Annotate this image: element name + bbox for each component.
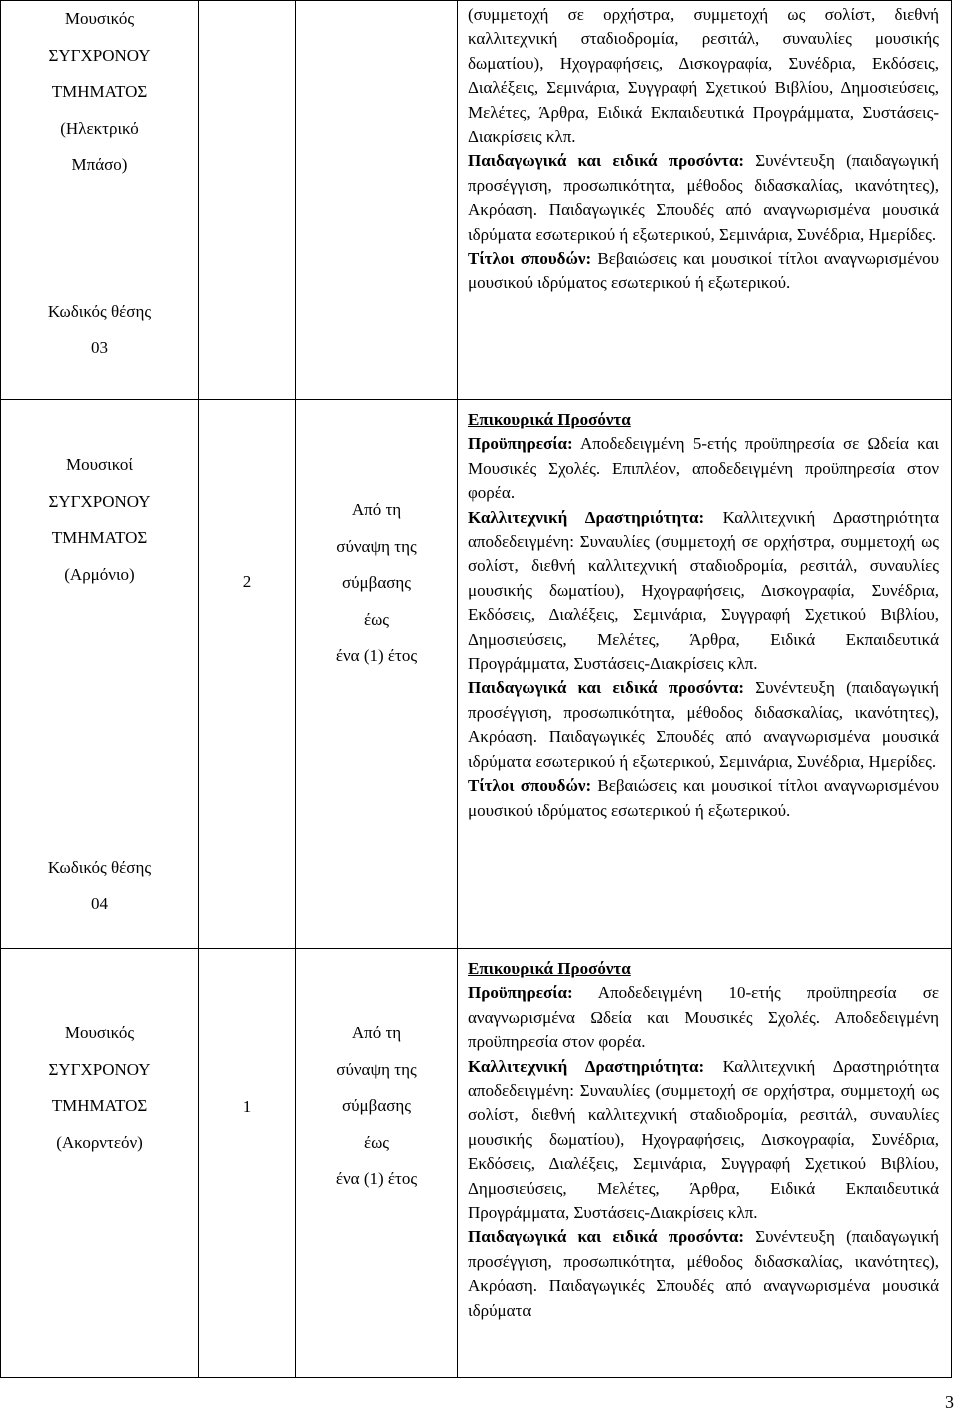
duration-cell	[296, 1, 458, 400]
position-line: ΣΥΓΧΡΟΝΟΥ	[48, 1059, 151, 1079]
qualification-paragraph	[468, 432, 939, 505]
position-line: ΤΜΗΜΑΤΟΣ	[51, 82, 148, 102]
position-line: (Αρμόνιο)	[64, 564, 135, 584]
section-heading: Επικουρικά Προσόντα	[468, 410, 631, 429]
qualification-paragraph	[468, 247, 939, 296]
position-line: Κωδικός θέσης	[47, 857, 152, 877]
qualification-paragraph	[468, 1225, 939, 1323]
duration-line: Από τη	[351, 1023, 402, 1042]
qualification-label: Καλλιτεχνική Δραστηριότητα:	[468, 1056, 705, 1076]
qualification-paragraph	[468, 774, 939, 823]
position-cell	[1, 400, 199, 949]
qualification-label: Τίτλοι σπουδών:	[468, 249, 592, 269]
position-line: Κωδικός θέσης	[47, 301, 152, 321]
duration-line: ένα (1) έτος	[335, 646, 418, 666]
qualification-label: Προϋπηρεσία:	[468, 434, 573, 454]
position-line	[1, 257, 198, 294]
duration-line: έως	[363, 1132, 390, 1152]
duration-cell	[296, 949, 458, 1378]
qualifications-cell	[458, 1, 952, 400]
position-line: (Ακορντεόν)	[56, 1132, 143, 1152]
position-line: ΤΜΗΜΑΤΟΣ	[51, 528, 148, 548]
position-line: Μουσικός	[64, 1023, 135, 1042]
position-line	[1, 593, 198, 630]
position-line	[1, 630, 198, 667]
table-row	[1, 1, 952, 400]
duration-line: σύναψη της	[336, 1059, 417, 1079]
position-line	[1, 740, 198, 777]
duration-line: ένα (1) έτος	[335, 1169, 418, 1189]
duration-lines	[296, 949, 457, 1198]
position-line: Μουσικοί	[65, 455, 134, 474]
position-line	[1, 221, 198, 258]
position-line	[1, 703, 198, 740]
qualification-paragraph	[468, 676, 939, 774]
qualification-body: Συνέντευξη (παιδαγωγική προσέγγιση, προσωπικότητα, μέθοδος διδασκαλίας, ικανότητες), Ακρόαση. Παιδαγωγικές Σπουδές από αναγνωρισμένα μουσικά ιδρύματα εσωτερικού ή εξωτερικού, Σεμινάρια, Συνέδρια, Ημερίδες.	[468, 678, 939, 771]
count-cell	[199, 1, 296, 400]
count-value: 2	[242, 572, 252, 591]
qualification-body: Βεβαιώσεις και μουσικοί τίτλοι αναγνωρισμένου μουσικού ιδρύματος εσωτερικού ή εξωτερικού.	[468, 776, 939, 820]
count-lines	[199, 400, 295, 601]
qualification-label: Παιδαγωγικά και ειδικά προσόντα:	[468, 678, 744, 698]
position-line	[1, 184, 198, 221]
table-row	[1, 949, 952, 1378]
count-value: 1	[242, 1097, 252, 1116]
qualifications-cell	[458, 949, 952, 1378]
position-cell	[1, 949, 199, 1378]
position-lines	[1, 1, 198, 367]
duration-line: σύμβασης	[341, 1096, 412, 1116]
duration-cell	[296, 400, 458, 949]
qualification-body: Συνέντευξη (παιδαγωγική προσέγγιση, προσωπικότητα, μέθοδος διδασκαλίας, ικανότητες), Ακρόαση. Παιδαγωγικές Σπουδές από αναγνωρισμένα μουσικά ιδρύματα εσωτερικού ή εξωτερικού, Σεμινάρια, Συνέδρια, Ημερίδες.	[468, 151, 939, 244]
qualification-paragraph	[468, 981, 939, 1054]
qualification-label: Παιδαγωγικά και ειδικά προσόντα:	[468, 151, 744, 171]
position-line	[1, 776, 198, 813]
qualification-paragraph	[468, 149, 939, 247]
qualification-paragraph	[468, 1055, 939, 1226]
qualification-label: Παιδαγωγικά και ειδικά προσόντα:	[468, 1227, 744, 1247]
position-line: ΣΥΓΧΡΟΝΟΥ	[48, 491, 151, 511]
count-cell	[199, 949, 296, 1378]
position-line: 04	[91, 894, 108, 914]
position-line: ΤΜΗΜΑΤΟΣ	[51, 1096, 148, 1116]
position-line: (Ηλεκτρικό	[60, 118, 139, 138]
qualification-label: Καλλιτεχνική Δραστηριότητα:	[468, 507, 705, 527]
qualification-paragraph	[468, 506, 939, 677]
section-heading: Επικουρικά Προσόντα	[468, 959, 631, 978]
qualification-label: Προϋπηρεσία:	[468, 983, 573, 1003]
qualification-body: Καλλιτεχνική Δραστηριότητα αποδεδειγμένη: Συναυλίες (συμμετοχή σε ορχήστρα, συμμετοχή ως σολίστ, διεθνή καλλιτεχνική σταδιοδρομία, ρεσιτάλ, συναυλίες μουσικής δωματίου), Ηχογραφήσεις, Δισκογραφία, Συνέδρια, Εκδόσεις, Διαλέξεις, Σεμινάρια, Συγγραφή Σχετικού Βιβλίου, Δημοσιεύσεις, Μελέτες, Άρθρα, Ειδικά Εκπαιδευτικά Προγράμματα, Συστάσεις-Διακρίσεις κλπ.	[468, 1056, 939, 1223]
duration-line: έως	[363, 609, 390, 629]
duration-line: Από τη	[351, 500, 402, 519]
qualifications-text	[458, 1, 951, 296]
qualification-body: (συμμετοχή σε ορχήστρα, συμμετοχή ως σολίστ, διεθνή καλλιτεχνική σταδιοδρομία, ρεσιτάλ, συναυλίες μουσικής δωματίου), Ηχογραφήσεις, Δισκογραφία, Συνέδρια, Εκδόσεις, Διαλέξεις, Σεμινάρια, Συγγραφή Σχετικού Βιβλίου, Δημοσιεύσεις, Μελέτες, Άρθρα, Ειδικά Εκπαιδευτικά Προγράμματα, Συστάσεις-Διακρίσεις κλπ.	[468, 5, 939, 147]
qualification-body: Καλλιτεχνική Δραστηριότητα αποδεδειγμένη: Συναυλίες (συμμετοχή σε ορχήστρα, συμμετοχή ως σολίστ, διεθνή καλλιτεχνική σταδιοδρομία, ρεσιτάλ, συναυλίες μουσικής δωματίου), Ηχογραφήσεις, Δισκογραφία, Συνέδρια, Εκδόσεις, Διαλέξεις, Σεμινάρια, Συγγραφή Σχετικού Βιβλίου, Δημοσιεύσεις, Μελέτες, Άρθρα, Ειδικά Εκπαιδευτικά Προγράμματα, Συστάσεις-Διακρίσεις κλπ.	[468, 507, 939, 674]
position-line: ΣΥΓΧΡΟΝΟΥ	[48, 45, 151, 65]
duration-line: σύναψη της	[336, 536, 417, 556]
position-lines	[1, 400, 198, 923]
position-line: 03	[91, 338, 108, 358]
qualifications-cell	[458, 400, 952, 949]
duration-line: σύμβασης	[341, 573, 412, 593]
table-row	[1, 400, 952, 949]
qualification-label: Τίτλοι σπουδών:	[468, 776, 592, 796]
page-number: 3	[945, 1392, 954, 1412]
qualification-body: Βεβαιώσεις και μουσικοί τίτλοι αναγνωρισμένου μουσικού ιδρύματος εσωτερικού ή εξωτερικού.	[468, 249, 939, 293]
count-cell	[199, 400, 296, 949]
position-line: Μπάσο)	[71, 155, 128, 175]
qualifications-text	[458, 949, 951, 1323]
qualification-body: Συνέντευξη (παιδαγωγική προσέγγιση, προσωπικότητα, μέθοδος διδασκαλίας, ικανότητες), Ακρόαση. Παιδαγωγικές Σπουδές από αναγνωρισμένα μουσικά ιδρύματα	[468, 1227, 939, 1320]
qualifications-text	[458, 400, 951, 823]
position-cell	[1, 1, 199, 400]
qualification-paragraph	[468, 3, 939, 149]
qualification-body: Αποδεδειγμένη 10-ετής προϋπηρεσία σε αναγνωρισμένα Ωδεία και Μουσικές Σχολές. Αποδεδειγμένη προϋπηρεσία στον φορέα.	[468, 983, 939, 1052]
position-line	[1, 667, 198, 704]
qualification-body: Αποδεδειγμένη 5-ετής προϋπηρεσία σε Ωδεία και Μουσικές Σχολές. Επιπλέον, αποδεδειγμένη προϋπηρεσία στον φορέα.	[468, 434, 939, 503]
position-line	[1, 813, 198, 850]
position-lines	[1, 949, 198, 1161]
position-line: Μουσικός	[64, 9, 135, 28]
duration-lines	[296, 400, 457, 675]
count-lines	[199, 949, 295, 1126]
